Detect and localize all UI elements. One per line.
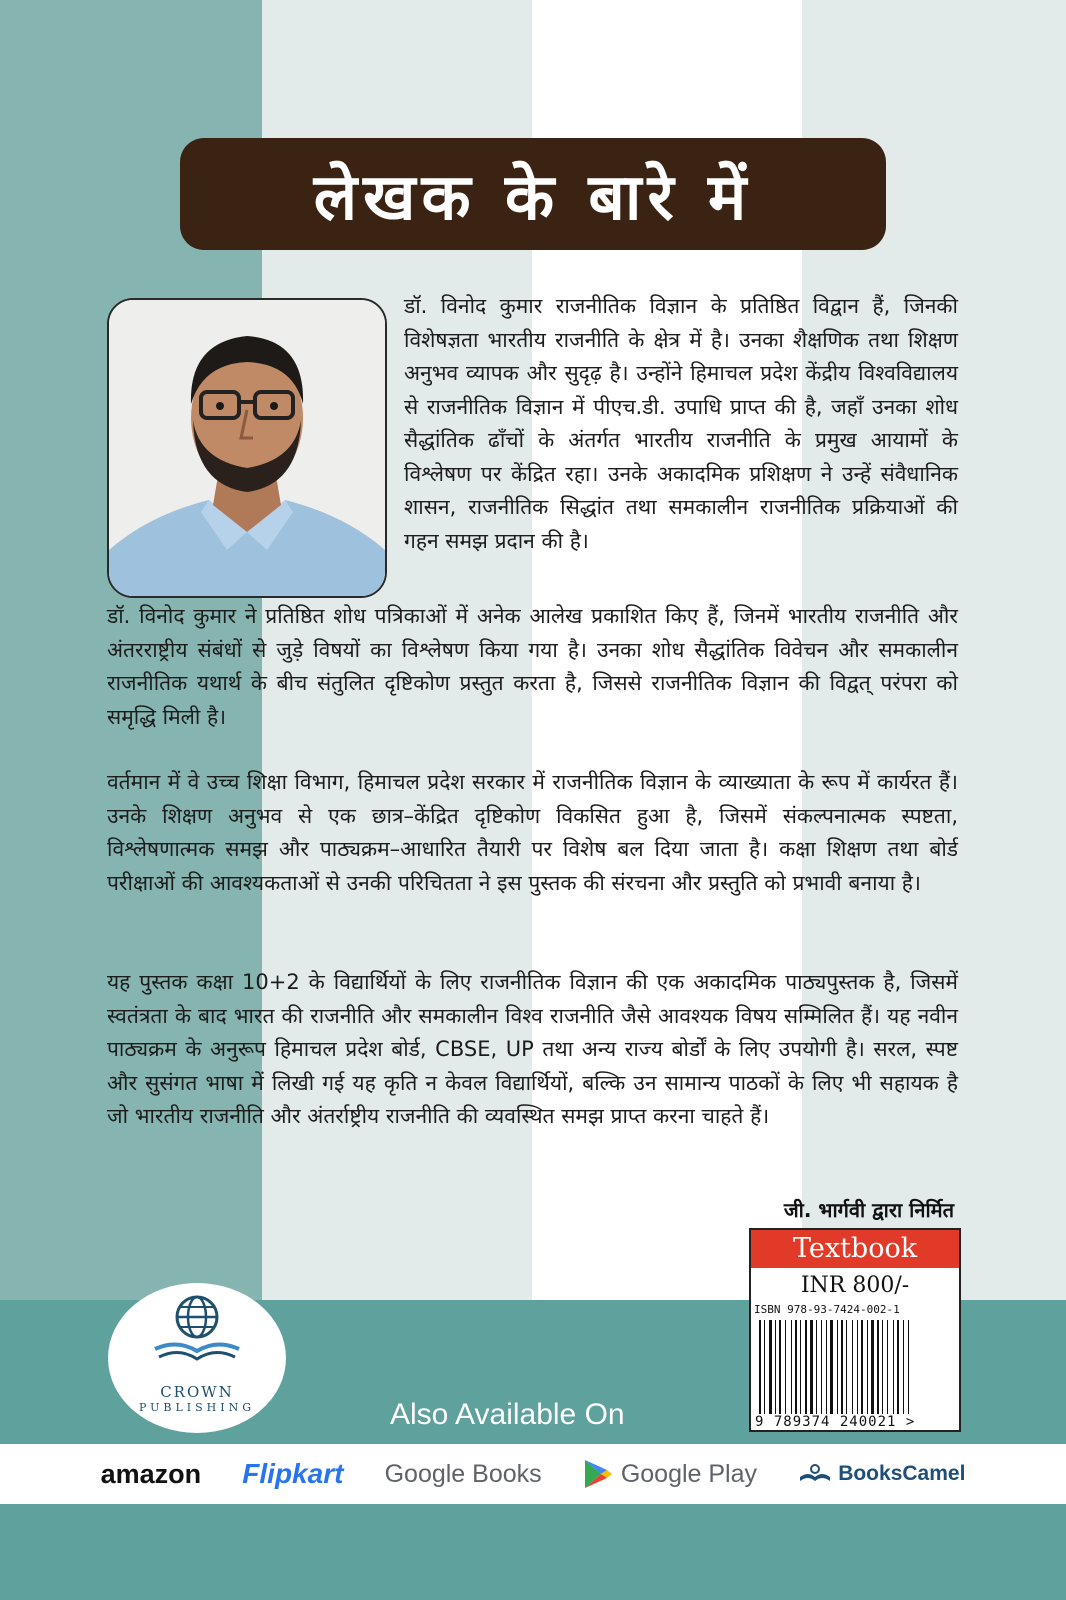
page-title: लेखक के बारे में <box>313 160 753 235</box>
author-portrait-icon <box>109 300 385 596</box>
author-photo <box>107 298 387 598</box>
store-google-books <box>385 1460 542 1489</box>
bookscamel-book-icon <box>798 1463 832 1485</box>
also-available-heading: Also Available On <box>390 1398 625 1431</box>
barcode-icon <box>757 1320 953 1414</box>
google-books-logo: Google Books <box>384 1459 542 1488</box>
barcode-digits: 9 789374 240021 > <box>755 1414 916 1430</box>
author-bio-paragraph-2: डॉ. विनोद कुमार ने प्रतिष्ठित शोध पत्रिकाओं में अनेक आलेख प्रकाशित किए हैं, जिनमें भारतीय राजनीति और अंतरराष्ट्रीय संबंधों से जुड़े विषयों का विश्लेषण किया गया है। उनका शोध सैद्धांतिक विवेचन और समकालीन राजनीतिक यथार्थ के बीच संतुलित दृष्टिकोण प्रस्तुत करता है, जिससे राजनीतिक विज्ञान की विद्वत् परंपरा को समृद्धि मिली है। <box>107 604 958 729</box>
store-flipkart <box>242 1458 343 1490</box>
globe-book-icon <box>137 1291 257 1377</box>
price-barcode-box <box>749 1228 961 1432</box>
publisher-subtitle: PUBLISHING <box>138 1401 256 1414</box>
price-value: INR 800/- <box>800 1273 910 1298</box>
bookscamel-logo: BooksCamel <box>838 1462 966 1485</box>
store-google-play <box>583 1458 757 1490</box>
google-play-icon <box>583 1458 613 1490</box>
store-amazon <box>101 1459 202 1490</box>
author-bio-paragraph-1: डॉ. विनोद कुमार राजनीतिक विज्ञान के प्रतिष्ठित विद्वान हैं, जिनकी विशेषज्ञता भारतीय राजनीति के क्षेत्र में है। उनका शैक्षणिक तथा शिक्षण अनुभव व्यापक और सुदृढ़ है। उन्होंने हिमाचल प्रदेश केंद्रीय विश्वविद्यालय से राजनीतिक विज्ञान में पीएच.डी. उपाधि प्राप्त की है, जहाँ उनका शोध सैद्धांतिक ढाँचों के अंतर्गत भारतीय राजनीति के प्रमुख आयामों के विश्लेषण पर केंद्रित रहा। उनके अकादमिक प्रशिक्षण ने उन्हें संवैधानिक शासन, राजनीतिक सिद्धांत तथा समकालीन राजनीतिक प्रक्रियाओं की गहन समझ प्रदान की है। <box>404 294 958 553</box>
store-logos-bar <box>0 1444 1066 1504</box>
flipkart-logo: Flipkart <box>242 1458 344 1489</box>
book-description-paragraph: यह पुस्तक कक्षा 10+2 के विद्यार्थियों के लिए राजनीतिक विज्ञान की एक अकादमिक पाठ्यपुस्तक है, जिसमें स्वतंत्रता के बाद भारत की राजनीति और समकालीन विश्व राजनीति जैसे आवश्यक विषय सम्मिलित हैं। यह नवीन पाठ्यक्रम के अनुरूप हिमाचल प्रदेश बोर्ड, CBSE, UP तथा अन्य राज्य बोर्डों के लिए उपयोगी है। सरल, स्पष्ट और सुसंगत भाषा में लिखी गई यह कृति न केवल विद्यार्थियों, बल्कि उन सामान्य पाठकों के लिए भी सहायक है जो भारतीय राजनीति और अंतर्राष्ट्रीय राजनीति की व्यवस्थित समझ प्राप्त करना चाहते हैं। <box>107 970 958 1128</box>
price-label: Textbook <box>751 1230 959 1268</box>
title-banner <box>180 138 886 250</box>
isbn-text: ISBN 978-93-7424-002-1 <box>754 1303 900 1316</box>
google-play-logo: Google Play <box>620 1459 758 1488</box>
publisher-name: CROWN <box>160 1383 234 1401</box>
designer-credit: जी. भार्गवी द्वारा निर्मित <box>783 1198 954 1222</box>
amazon-logo: amazon <box>100 1458 202 1489</box>
author-bio-paragraph-3: वर्तमान में वे उच्च शिक्षा विभाग, हिमाचल प्रदेश सरकार में राजनीतिक विज्ञान के व्याख्याता के रूप में कार्यरत हैं। उनके शिक्षण अनुभव से एक छात्र–केंद्रित दृष्टिकोण विकसित हुआ है, जिसमें संकल्पनात्मक स्पष्टता, विश्लेषणात्मक समझ और पाठ्यक्रम–आधारित तैयारी पर विशेष बल दिया जाता है। कक्षा शिक्षण तथा बोर्ड परीक्षाओं की आवश्यकताओं से उनकी परिचितता ने इस पुस्तक की संरचना और प्रस्तुति को प्रभावी बनाया है। <box>107 770 958 895</box>
store-bookscamel <box>798 1462 965 1486</box>
publisher-logo <box>108 1283 286 1433</box>
